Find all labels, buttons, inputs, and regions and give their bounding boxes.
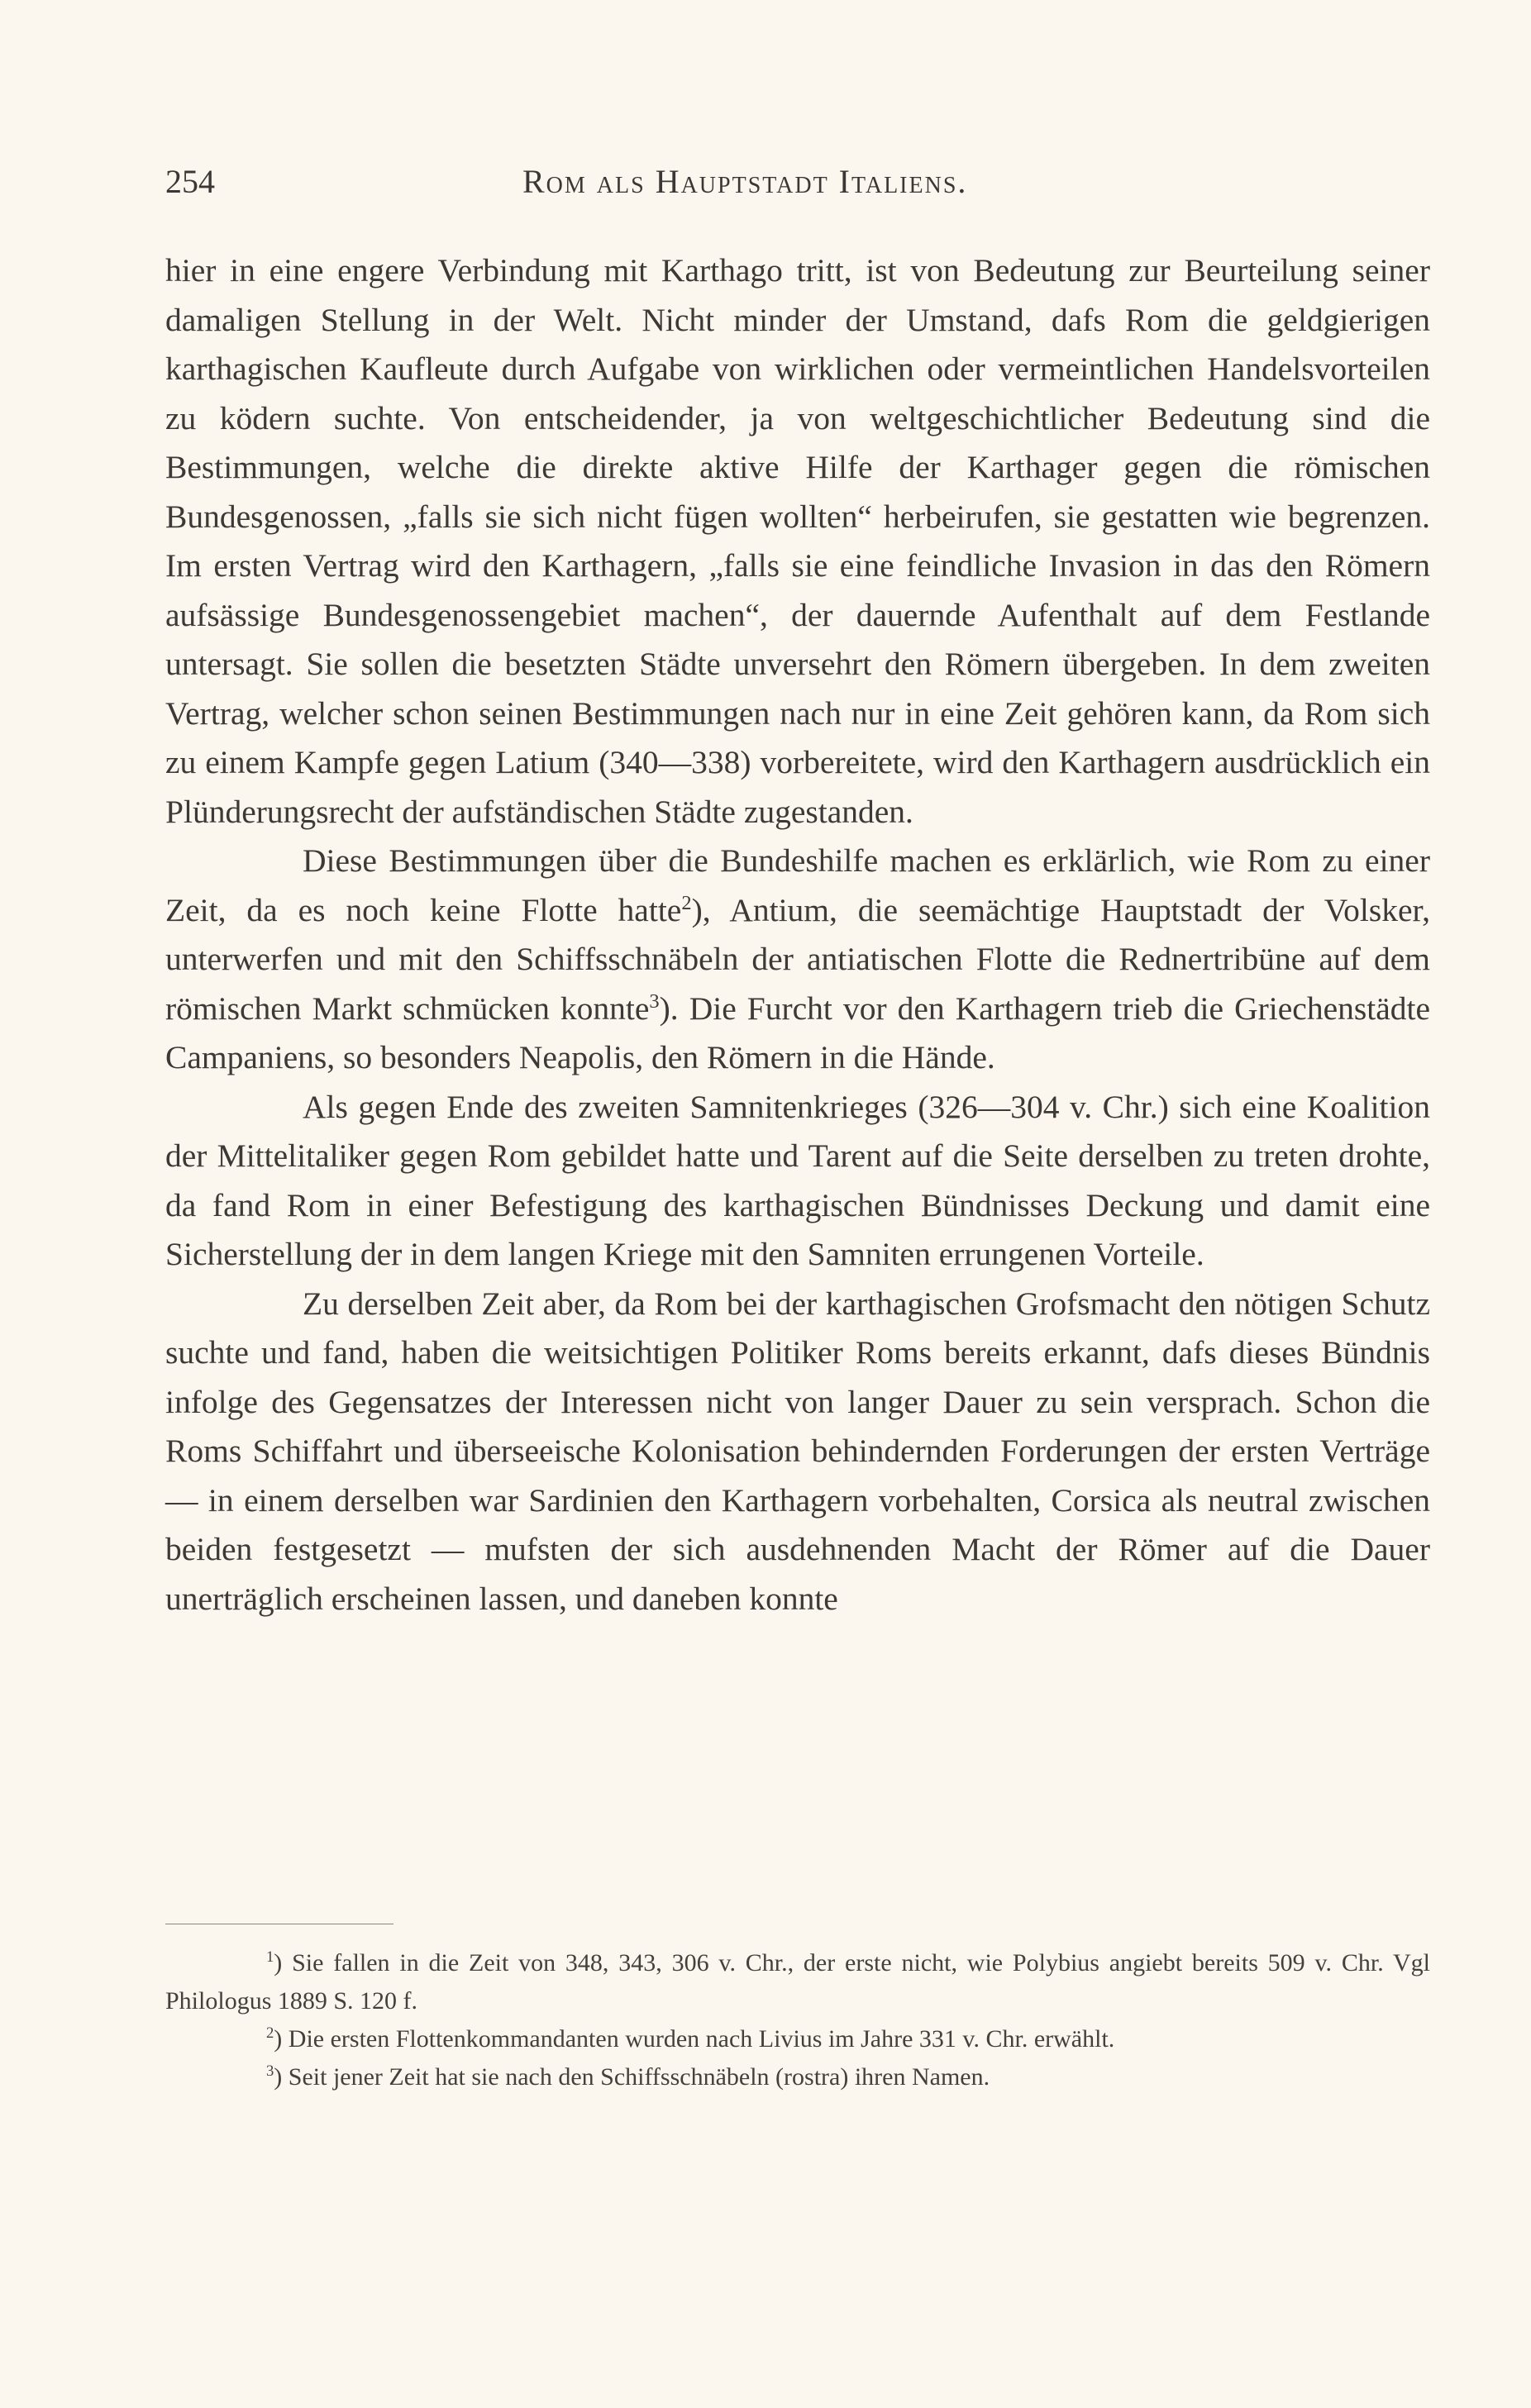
footnote-3 (165, 2058, 1430, 2096)
footnote-2-text: ) Die ersten Flottenkommandanten wurden nach Livius im Jahre 331 v. Chr. erwählt. (274, 2025, 1115, 2053)
footnote-3-text: ) Seit jener Zeit hat sie nach den Schiffsschnäbeln (rostra) ihren Namen. (274, 2063, 990, 2091)
footnotes (165, 1944, 1430, 2096)
paragraph-2-text-b: ), Antium, die seemächtige Hauptstadt der Volsker, unterwerfen und mit den Schiffsschnäbeln der antiatischen Flotte die Rednertribüne auf dem römischen Markt schmücken konnte (165, 891, 1430, 1027)
footnote-ref-3: 3 (649, 989, 660, 1013)
running-head (165, 162, 1430, 212)
footnote-mark-3: 3 (266, 2062, 274, 2080)
running-title: Rom als Hauptstadt Italiens. (522, 163, 968, 200)
paragraph-3: Als gegen Ende des zweiten Samnitenkrieges (326—304 v. Chr.) sich eine Koalition der Mittelitaliker gegen Rom gebildet hatte und Tarent auf die Seite derselben zu treten drohte, da fand Rom in einer Befestigung des karthagischen Bündnisses Deckung und damit eine Sicherstellung der in dem langen Kriege mit den Samniten errungenen Vorteile. (165, 1088, 1430, 1272)
paragraph-2-text-a: Diese Bestimmungen über die Bundeshilfe machen es erklärlich, wie Rom zu einer Zeit, da es noch keine Flotte hatte (165, 842, 1430, 928)
paragraph-2 (165, 837, 1430, 1083)
page-number: 254 (165, 163, 215, 200)
footnote-mark-2: 2 (266, 2024, 274, 2042)
footnote-ref-2: 2 (681, 891, 692, 914)
footnote-1 (165, 1944, 1430, 2020)
paragraph-1: hier in eine engere Verbindung mit Karthago tritt, ist von Bedeutung zur Beurteilung seiner damaligen Stellung in der Welt. Nicht minder der Umstand, dafs Rom die geldgierigen karthagischen Kaufleute durch Aufgabe von wirklichen oder vermeintlichen Handelsvorteilen zu ködern suchte. Von entscheidender, ja von weltgeschichtlicher Bedeutung sind die Bestimmungen, welche die direkte aktive Hilfe der Karthager gegen die römischen Bundesgenossen, „falls sie sich nicht fügen wollten“ herbeirufen, sie gestatten wie begrenzen. Im ersten Vertrag wird den Karthagern, „falls sie eine feindliche Invasion in das den Römern aufsässige Bundesgenossengebiet machen“, der dauernde Aufenthalt auf dem Festlande untersagt. Sie sollen die besetzten Städte unversehrt den Römern übergeben. In dem zweiten Vertrag, welcher schon seinen Bestimmungen nach nur in eine Zeit gehören kann, da Rom sich zu einem Kampfe gegen Latium (340—338) vorbereitete, wird den Karthagern ausdrücklich ein Plünderungsrecht der aufständischen Städte zugestanden. (165, 252, 1430, 830)
paragraph-2-text-c: ). Die Furcht vor den Karthagern trieb die Griechenstädte Campaniens, so besonders Neapolis, den Römern in die Hände. (165, 989, 1430, 1075)
footnote-mark-1: 1 (266, 1948, 274, 1966)
body-text (165, 246, 1430, 1624)
footnote-1-text: ) Sie fallen in die Zeit von 348, 343, 306 v. Chr., der erste nicht, wie Polybius angiebt bereits 509 v. Chr. Vgl Philologus 1889 S. 120 f. (165, 1949, 1430, 2015)
footnote-2 (165, 2020, 1430, 2058)
paragraph-4: Zu derselben Zeit aber, da Rom bei der karthagischen Grofsmacht den nötigen Schutz suchte und fand, haben die weitsichtigen Politiker Roms bereits erkannt, dafs dieses Bündnis infolge des Gegensatzes der Interessen nicht von langer Dauer zu sein versprach. Schon die Roms Schiffahrt und überseeische Kolonisation behindernden Forderungen der ersten Verträge — in einem derselben war Sardinien den Karthagern vorbehalten, Corsica als neutral zwischen beiden festgesetzt — mufsten der sich ausdehnenden Macht der Römer auf die Dauer unerträglich erscheinen lassen, und daneben konnte (165, 1285, 1430, 1617)
